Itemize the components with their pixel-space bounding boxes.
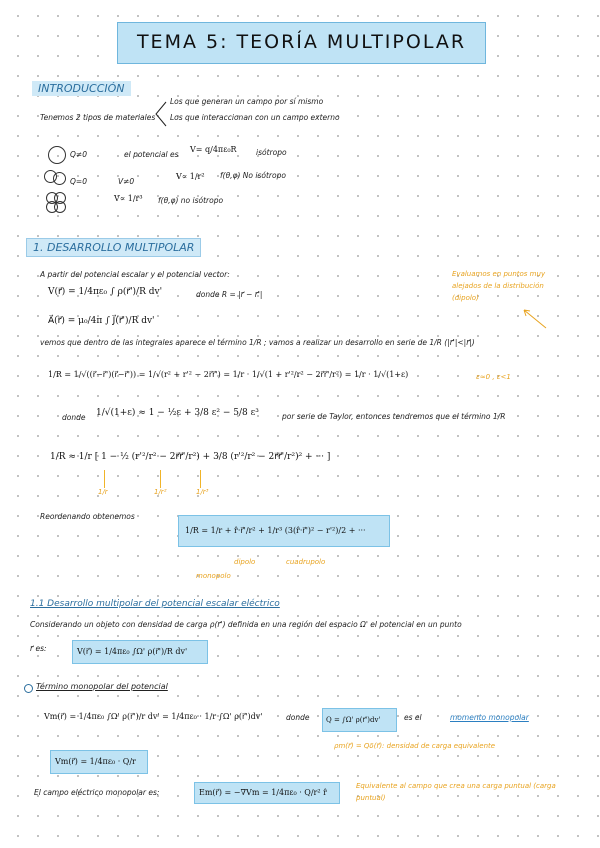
- eps-note: ε≈0 , ε<1: [476, 373, 511, 381]
- section11-eq: V(r⃗) = 1/4πε₀ ∫Ω' ρ(r⃗')/R dv': [72, 640, 208, 664]
- row3-formula: V∝ 1/r³: [114, 194, 143, 203]
- orange-note-far: Evaluamos en puntos muy alejados de la distribución (dipolo): [452, 270, 546, 302]
- quadrupole-4-icon: [54, 201, 66, 213]
- monopole-charge-icon: [48, 146, 66, 164]
- brace-icon: [152, 100, 168, 128]
- row2-label: Q=0: [70, 177, 87, 186]
- row1-text: el potencial es: [124, 150, 179, 159]
- taylor-text: por serie de Taylor, entonces tendremos que el término 1/R: [282, 412, 506, 421]
- moment-link[interactable]: momento monopolar: [450, 713, 529, 722]
- field-label: El campo eléctrico monopolar es:: [34, 788, 160, 797]
- result-box: 1/R = 1/r + r̂·r⃗'/r² + 1/r³ (3(r̂·r⃗')² − r'²)/2 + ···: [178, 515, 390, 547]
- dipole-minus-icon: [53, 172, 66, 185]
- type-2: Los que interaccionan con un campo externo: [170, 113, 340, 122]
- orange-arrow-icon: [520, 306, 550, 330]
- section11-line1: Considerando un objeto con densidad de carga ρ(r⃗') definida en una región del espacio Ω' el potencial en un punto: [30, 620, 462, 629]
- section1-line1: A partir del potencial escalar y el potencial vector:: [40, 270, 230, 279]
- monopole-heading: Término monopolar del potencial: [36, 682, 168, 691]
- vm-box: Vm(r⃗) = 1/4πε₀ · Q/r: [50, 750, 148, 774]
- row1-label: Q≠0: [70, 150, 87, 159]
- bullet-icon: [24, 684, 33, 693]
- donde-label: donde: [62, 413, 86, 422]
- row2-v: V≠0: [118, 177, 135, 186]
- label-cuadrupolo: cuadrupolo: [286, 558, 326, 566]
- types-label: Tenemos 2 tipos de materiales: [40, 113, 156, 122]
- Q-def: Q = ∫Ω' ρ(r⃗')dv': [322, 708, 397, 732]
- donde-R: donde R = |r⃗ − r⃗'|: [196, 290, 263, 299]
- monopole-donde: donde: [286, 713, 310, 722]
- row1-note: isótropo: [256, 148, 287, 157]
- section11-line2: r⃗ es:: [30, 644, 47, 653]
- field-eq: Em(r⃗) = −∇Vm = 1/4πε₀ · Q/r² r̂: [194, 782, 340, 804]
- eq-series: 1/R ≈ 1/r [ 1 − ½ (r'²/r² − 2r⃗r⃗'/r²) + 3/8 (r'²/r² − 2r⃗r⃗'/r²)² + ··· ]: [50, 452, 331, 462]
- eq-V: V(r⃗) = 1/4πε₀ ∫ ρ(r⃗')/R dv': [48, 287, 163, 297]
- reorder-text: Reordenando obtenemos: [40, 512, 135, 521]
- row3-note: f(θ,φ) no isótropo: [158, 196, 224, 205]
- row2-formula: V∝ 1/r²: [176, 172, 205, 181]
- marker-arrow-2: [160, 470, 161, 488]
- monopole-orange-note: ρm(r⃗) = Qδ(r⃗): densidad de carga equivalente: [334, 742, 496, 750]
- section11-heading: 1.1 Desarrollo multipolar del potencial escalar eléctrico: [30, 599, 280, 609]
- eq-A: A⃗(r⃗) = μ₀/4π ∫ J⃗(r⃗')/R dv': [48, 316, 155, 326]
- row2-note: f(θ,φ) No isótropo: [220, 171, 286, 180]
- es-el: es el: [404, 713, 422, 722]
- section1-heading: 1. DESARROLLO MULTIPOLAR: [26, 238, 201, 257]
- section1-line2: vemos que dentro de las integrales aparece el término 1/R ; vamos a realizar un desarrollo en serie de 1/R (|r⃗'|<|r⃗|): [40, 338, 475, 347]
- label-dipolo: dipolo: [234, 558, 256, 566]
- marker-2: 1/r²: [154, 488, 167, 496]
- marker-1: 1/r: [98, 488, 108, 496]
- intro-heading: INTRODUCCIÓN: [32, 81, 131, 96]
- monopole-eq: Vm(r⃗) = 1/4πε₀ ∫Ω' ρ(r⃗')/r dv' = 1/4πε₀ · 1/r ∫Ω' ρ(r⃗')dv': [44, 712, 263, 721]
- label-monopolo: monopolo: [196, 572, 231, 580]
- field-note: Equivalente al campo que crea una carga puntual (carga puntual): [356, 782, 556, 802]
- row1-formula: V= q/4πε₀R: [190, 145, 237, 154]
- marker-arrow-1: [104, 470, 105, 488]
- taylor-eq: 1/√(1+ε) ≈ 1 − ½ε + 3/8 ε² − 5/8 ε³: [96, 408, 259, 418]
- type-1: Los que generan un campo por sí mismo: [170, 97, 324, 106]
- eq-expand: 1/R = 1/√((r⃗−r⃗')(r⃗−r⃗')) = 1/√(r² + r'² − 2r⃗r⃗') = 1/r · 1/√(1 + r'²/r² − 2r⃗r⃗'/r²) = 1/r · 1/√(1+ε): [48, 370, 409, 379]
- title-box: [117, 22, 486, 64]
- page-title: TEMA 5: TEORÍA MULTIPOLAR: [136, 31, 467, 53]
- marker-3: 1/r³: [196, 488, 209, 496]
- marker-arrow-3: [200, 470, 201, 488]
